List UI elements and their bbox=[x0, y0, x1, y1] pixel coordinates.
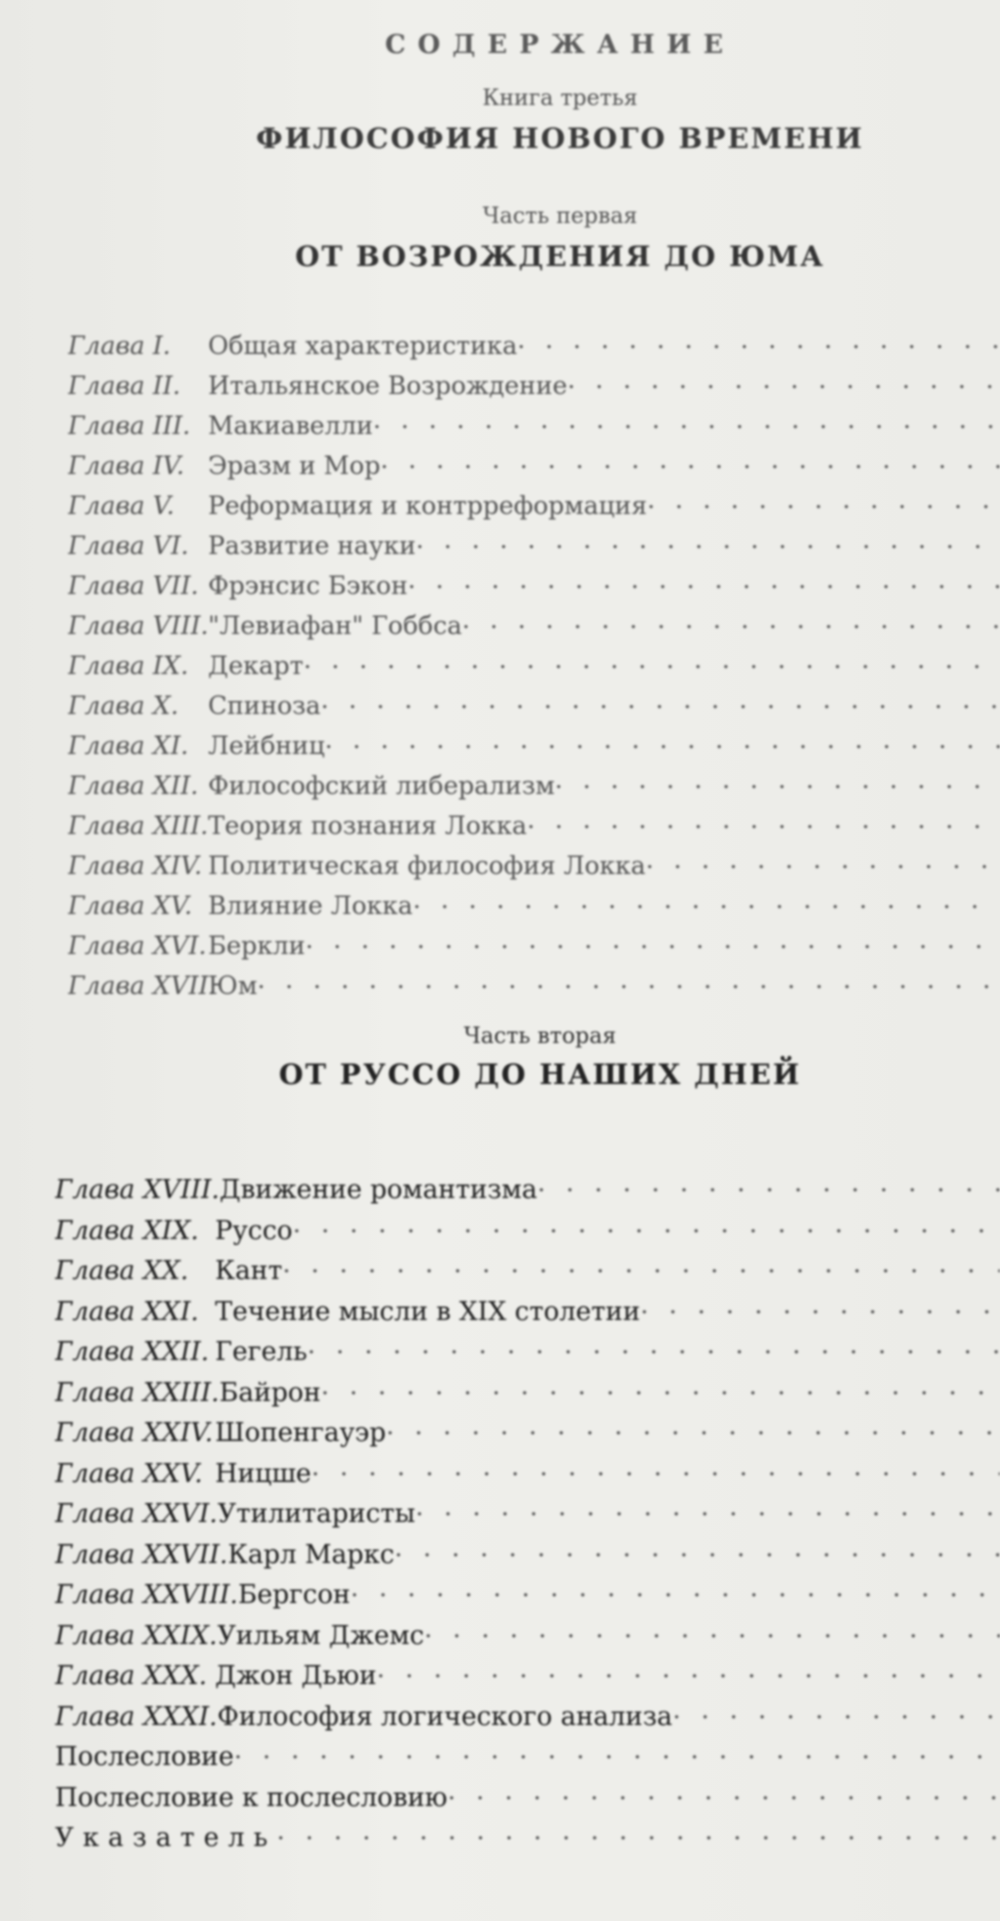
chapter-title: Шопенгауэр bbox=[215, 1418, 386, 1448]
chapter-number: Глава XXX. bbox=[55, 1661, 207, 1691]
chapter-number: Глава VII. bbox=[68, 571, 199, 600]
toc-entry bbox=[68, 405, 1000, 445]
chapter-title: Гегель bbox=[215, 1337, 308, 1367]
chapter-number: Глава X. bbox=[68, 691, 179, 720]
toc-entry bbox=[68, 805, 1000, 845]
part2-title: ОТ РУССО ДО НАШИХ ДНЕЙ bbox=[278, 1058, 802, 1091]
toc-entry bbox=[68, 365, 1000, 405]
toc-entry bbox=[68, 325, 1000, 365]
chapter-title: Реформация и контрреформация bbox=[208, 491, 648, 520]
book-title: ФИЛОСОФИЯ НОВОГО ВРЕМЕНИ bbox=[256, 122, 864, 155]
toc-entry bbox=[68, 885, 1000, 925]
chapter-title: Политическая философия Локка bbox=[208, 851, 646, 880]
part1-title: ОТ ВОЗРОЖДЕНИЯ ДО ЮМА bbox=[295, 240, 825, 273]
dot-leader bbox=[321, 1371, 1000, 1401]
chapter-title: Карл Маркс bbox=[227, 1539, 395, 1570]
chapter-title: Беркли bbox=[208, 931, 306, 960]
chapter-title: Послесловие к послесловию bbox=[55, 1782, 448, 1813]
toc-entry bbox=[68, 645, 1000, 685]
dot-leader bbox=[672, 1695, 1000, 1725]
dot-leader bbox=[234, 1735, 1000, 1765]
chapter-number: Глава XXIV. bbox=[55, 1418, 213, 1448]
toc-entry bbox=[68, 725, 1000, 765]
toc-entry bbox=[55, 1492, 1000, 1533]
chapter-number: Глава II. bbox=[68, 371, 181, 400]
chapter-title: Руссо bbox=[215, 1215, 293, 1246]
chapter-number: Глава VI. bbox=[68, 531, 189, 560]
chapter-number: Глава XXVII. bbox=[55, 1539, 228, 1570]
dot-leader bbox=[282, 1249, 1000, 1279]
toc-entry bbox=[55, 1249, 1000, 1290]
chapter-title: Указатель bbox=[55, 1823, 277, 1853]
chapter-title: Развитие науки bbox=[208, 531, 416, 560]
dot-leader bbox=[380, 445, 1000, 474]
dot-leader bbox=[415, 1492, 1000, 1522]
chapter-title: Общая характеристика bbox=[208, 331, 518, 360]
toc-entry bbox=[55, 1695, 1000, 1736]
chapter-title: Течение мысли в XIX столетии bbox=[215, 1296, 641, 1327]
dot-leader bbox=[416, 525, 1000, 554]
dot-leader bbox=[373, 405, 1000, 434]
dot-leader bbox=[377, 1654, 1000, 1684]
dot-leader bbox=[257, 965, 1000, 994]
toc-entry bbox=[55, 1452, 1000, 1493]
chapter-number: Глава XVI. bbox=[68, 931, 207, 960]
chapter-title: Теория познания Локка bbox=[208, 811, 527, 840]
chapter-number: Глава XIX. bbox=[55, 1215, 199, 1246]
chapter-title: Юм bbox=[208, 971, 258, 1000]
dot-leader bbox=[305, 925, 1000, 954]
toc-entry bbox=[68, 525, 1000, 565]
dot-leader bbox=[293, 1209, 1000, 1239]
dot-leader bbox=[321, 685, 1000, 714]
toc-entry bbox=[68, 925, 1000, 965]
chapter-number: Глава XVIII. bbox=[55, 1175, 220, 1205]
toc-entry bbox=[55, 1533, 1000, 1574]
toc-entry bbox=[68, 965, 1000, 1005]
part1-label: Часть первая bbox=[482, 204, 638, 229]
dot-leader bbox=[424, 1614, 1000, 1644]
dot-leader bbox=[413, 885, 1000, 914]
dot-leader bbox=[277, 1816, 1000, 1846]
chapter-title: Байрон bbox=[219, 1377, 321, 1408]
dot-leader bbox=[303, 645, 1000, 674]
chapter-number: Глава XXV. bbox=[55, 1458, 203, 1489]
chapter-number: Глава XVII. bbox=[68, 971, 217, 1000]
toc-entry bbox=[68, 685, 1000, 725]
chapter-title: Джон Дьюи bbox=[215, 1661, 377, 1691]
chapter-number: Глава XXII. bbox=[55, 1337, 209, 1367]
chapter-number: Глава I. bbox=[68, 331, 171, 360]
toc-entry bbox=[55, 1816, 1000, 1857]
chapter-title: Спиноза bbox=[208, 691, 321, 720]
dot-leader bbox=[386, 1411, 1000, 1441]
chapter-title: Эразм и Мор bbox=[208, 451, 381, 480]
part2-label: Часть вторая bbox=[463, 1024, 617, 1049]
chapter-number: Глава IX. bbox=[68, 651, 189, 680]
chapter-number: Глава XXVIII. bbox=[55, 1580, 239, 1610]
chapter-number: Глава XIII. bbox=[68, 811, 209, 840]
toc-entry bbox=[55, 1330, 1000, 1371]
chapter-title: Итальянское Возрождение bbox=[208, 371, 568, 400]
chapter-number: Глава VIII. bbox=[68, 611, 209, 640]
chapter-title: Декарт bbox=[208, 651, 304, 680]
toc-entry bbox=[68, 765, 1000, 805]
dot-leader bbox=[325, 725, 1000, 754]
toc-entry bbox=[68, 605, 1000, 645]
toc-entry bbox=[68, 445, 1000, 485]
toc-entry bbox=[55, 1654, 1000, 1695]
dot-leader bbox=[394, 1533, 1000, 1563]
toc-entry bbox=[55, 1209, 1000, 1250]
chapter-number: Глава III. bbox=[68, 411, 191, 440]
toc-entry bbox=[55, 1776, 1000, 1817]
chapter-number: Глава XXVI. bbox=[55, 1499, 218, 1529]
chapter-number: Глава XV. bbox=[68, 891, 193, 920]
part1-toc-list bbox=[68, 325, 1000, 1005]
chapter-title: Уильям Джемс bbox=[217, 1620, 425, 1651]
chapter-number: Глава XXIII. bbox=[55, 1377, 220, 1408]
toc-entry bbox=[55, 1371, 1000, 1412]
chapter-title: Фрэнсис Бэкон bbox=[208, 571, 408, 600]
dot-leader bbox=[307, 1330, 1000, 1360]
dot-leader bbox=[647, 485, 1000, 514]
chapter-title: Послесловие bbox=[55, 1742, 234, 1772]
toc-entry bbox=[55, 1614, 1000, 1655]
toc-entry bbox=[55, 1573, 1000, 1614]
chapter-number: Глава IV. bbox=[68, 451, 185, 480]
toc-entry bbox=[68, 565, 1000, 605]
toc-entry bbox=[68, 845, 1000, 885]
toc-entry bbox=[55, 1735, 1000, 1776]
toc-entry bbox=[68, 485, 1000, 525]
dot-leader bbox=[527, 805, 1000, 834]
chapter-title: Философский либерализм bbox=[208, 771, 555, 800]
dot-leader bbox=[640, 1290, 1000, 1320]
chapter-title: Влияние Локка bbox=[208, 891, 413, 920]
chapter-title: Утилитаристы bbox=[217, 1499, 416, 1529]
dot-leader bbox=[567, 365, 1000, 394]
dot-leader bbox=[517, 325, 1000, 354]
dot-leader bbox=[447, 1776, 1000, 1806]
chapter-number: Глава V. bbox=[68, 491, 175, 520]
dot-leader bbox=[555, 765, 1000, 794]
chapter-number: Глава XIV. bbox=[68, 851, 203, 880]
dot-leader bbox=[646, 845, 1000, 874]
dot-leader bbox=[537, 1168, 1000, 1198]
chapter-title: Философия логического анализа bbox=[217, 1701, 673, 1732]
chapter-title: Ницше bbox=[215, 1458, 312, 1489]
dot-leader bbox=[311, 1452, 1000, 1482]
chapter-title: Бергсон bbox=[238, 1580, 351, 1610]
chapter-title: Кант bbox=[215, 1256, 283, 1286]
toc-entry bbox=[55, 1168, 1000, 1209]
chapter-number: Глава XXIX. bbox=[55, 1620, 218, 1651]
toc-entry bbox=[55, 1290, 1000, 1331]
chapter-number: Глава XI. bbox=[68, 731, 189, 760]
chapter-title: Лейбниц bbox=[208, 731, 325, 760]
chapter-number: Глава XXXI. bbox=[55, 1701, 218, 1732]
dot-leader bbox=[350, 1573, 1000, 1603]
chapter-number: Глава XXI. bbox=[55, 1296, 199, 1327]
part2-toc-list bbox=[55, 1168, 1000, 1857]
chapter-title: Движение романтизма bbox=[219, 1175, 538, 1205]
chapter-number: Глава XII. bbox=[68, 771, 199, 800]
dot-leader bbox=[408, 565, 1000, 594]
contents-heading: СОДЕРЖАНИЕ bbox=[384, 30, 736, 60]
toc-entry bbox=[55, 1411, 1000, 1452]
chapter-title: "Левиафан" Гоббса bbox=[208, 611, 462, 640]
dot-leader bbox=[462, 605, 1000, 634]
book-label: Книга третья bbox=[482, 86, 638, 111]
chapter-number: Глава XX. bbox=[55, 1256, 189, 1286]
chapter-title: Макиавелли bbox=[208, 411, 373, 440]
